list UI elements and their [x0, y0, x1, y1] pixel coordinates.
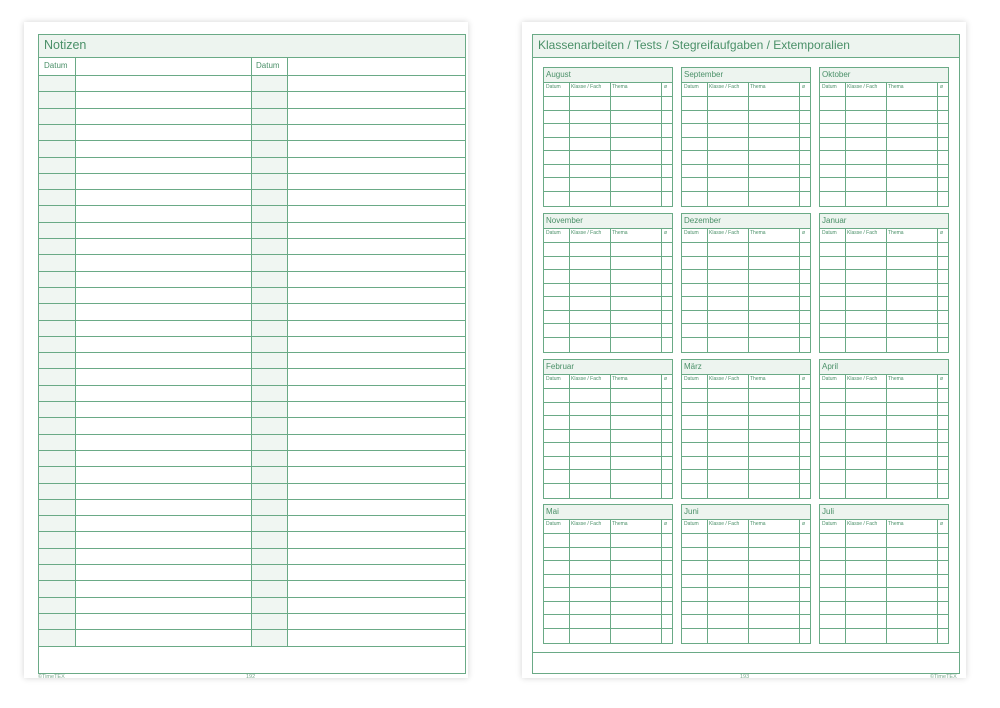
column-line	[569, 228, 570, 352]
row-line	[820, 415, 948, 416]
row-line	[682, 310, 810, 311]
column-line	[886, 228, 887, 352]
month-name: August	[546, 70, 571, 79]
row-line	[820, 110, 948, 111]
page-number-right: 193	[740, 674, 750, 680]
row-line	[39, 385, 465, 386]
column-header: Klasse / Fach	[709, 230, 740, 236]
row-line	[39, 531, 465, 532]
row-line	[820, 469, 948, 470]
row-line	[820, 628, 948, 629]
month-name: Dezember	[684, 216, 721, 225]
month-name: Januar	[822, 216, 847, 225]
row-line	[682, 388, 810, 389]
column-header: ø	[940, 84, 944, 90]
month-table-juli	[819, 504, 949, 644]
row-line	[544, 483, 672, 484]
column-header: Klasse / Fach	[847, 84, 878, 90]
row-line	[39, 401, 465, 402]
column-header: Datum	[822, 84, 837, 90]
column-header: Klasse / Fach	[847, 230, 878, 236]
row-line	[820, 388, 948, 389]
row-line	[544, 587, 672, 588]
row-line	[682, 614, 810, 615]
row-line	[544, 310, 672, 311]
column-header: Klasse / Fach	[571, 84, 602, 90]
row-line	[820, 150, 948, 151]
row-line	[544, 269, 672, 270]
row-line	[682, 242, 810, 243]
row-line	[682, 164, 810, 165]
row-line	[682, 150, 810, 151]
row-line	[544, 150, 672, 151]
month-table-juni	[681, 504, 811, 644]
row-line	[544, 137, 672, 138]
column-line	[845, 228, 846, 352]
column-header: Klasse / Fach	[709, 521, 740, 527]
row-line	[544, 323, 672, 324]
row-line	[39, 580, 465, 581]
row-line	[682, 283, 810, 284]
row-line	[682, 96, 810, 97]
column-header: Klasse / Fach	[709, 376, 740, 382]
row-line	[544, 177, 672, 178]
row-line	[544, 164, 672, 165]
column-header: Thema	[888, 376, 904, 382]
row-line	[544, 402, 672, 403]
column-header: Datum	[546, 376, 561, 382]
month-table-dezember	[681, 213, 811, 353]
column-line	[661, 374, 662, 498]
column-line	[799, 228, 800, 352]
column-header: Datum	[546, 230, 561, 236]
month-table-oktober	[819, 67, 949, 207]
row-line	[820, 137, 948, 138]
month-name: Juli	[822, 507, 835, 516]
column-line	[748, 82, 749, 206]
column-line	[569, 82, 570, 206]
row-line	[544, 191, 672, 192]
column-header: Thema	[750, 521, 766, 527]
column-line	[610, 374, 611, 498]
column-header: Datum	[822, 230, 837, 236]
month-name: Februar	[546, 362, 575, 371]
row-line	[544, 415, 672, 416]
row-line	[39, 140, 465, 141]
column-line	[610, 519, 611, 643]
row-line	[682, 628, 810, 629]
row-line	[682, 110, 810, 111]
column-header: Thema	[612, 230, 628, 236]
row-line	[544, 469, 672, 470]
column-line	[886, 82, 887, 206]
column-header: ø	[664, 376, 668, 382]
row-line	[682, 469, 810, 470]
row-line	[820, 269, 948, 270]
row-line	[820, 574, 948, 575]
month-table-mai	[543, 504, 673, 644]
row-line	[820, 429, 948, 430]
copyright-left: ©TimeTEX	[38, 674, 65, 680]
page-number-left: 192	[246, 674, 256, 680]
column-header: Thema	[888, 84, 904, 90]
row-line	[820, 533, 948, 534]
row-line	[820, 164, 948, 165]
column-header: ø	[802, 521, 806, 527]
row-line	[39, 189, 465, 190]
row-line	[820, 242, 948, 243]
row-line	[544, 456, 672, 457]
column-line	[251, 57, 252, 646]
row-line	[39, 108, 465, 109]
column-header: Datum	[684, 376, 699, 382]
column-header: ø	[802, 230, 806, 236]
column-header: Klasse / Fach	[847, 521, 878, 527]
column-header: ø	[802, 376, 806, 382]
column-header: Klasse / Fach	[847, 376, 878, 382]
row-line	[544, 242, 672, 243]
column-header: Datum	[546, 521, 561, 527]
row-line	[39, 254, 465, 255]
row-line	[820, 96, 948, 97]
notes-title: Notizen	[44, 38, 87, 52]
month-table-märz	[681, 359, 811, 499]
column-line	[748, 228, 749, 352]
row-line	[544, 110, 672, 111]
month-name: September	[684, 70, 724, 79]
row-line	[39, 515, 465, 516]
row-line	[820, 283, 948, 284]
row-line	[820, 123, 948, 124]
column-line	[886, 519, 887, 643]
column-header: Klasse / Fach	[571, 521, 602, 527]
row-line	[39, 434, 465, 435]
column-line	[610, 228, 611, 352]
row-line	[820, 587, 948, 588]
row-line	[820, 560, 948, 561]
column-line	[937, 374, 938, 498]
row-line	[39, 564, 465, 565]
row-line	[39, 124, 465, 125]
row-line	[820, 547, 948, 548]
column-header: Klasse / Fach	[571, 376, 602, 382]
row-line	[39, 287, 465, 288]
column-header: Thema	[612, 521, 628, 527]
column-header: Thema	[750, 376, 766, 382]
row-line	[39, 368, 465, 369]
row-line	[682, 456, 810, 457]
row-line	[39, 91, 465, 92]
row-line	[39, 450, 465, 451]
column-header: ø	[802, 84, 806, 90]
row-line	[820, 256, 948, 257]
row-line	[39, 303, 465, 304]
row-line	[39, 548, 465, 549]
row-line	[682, 337, 810, 338]
row-line	[682, 483, 810, 484]
column-header: Datum	[822, 521, 837, 527]
row-line	[39, 205, 465, 206]
row-line	[682, 560, 810, 561]
column-line	[937, 82, 938, 206]
column-header: Thema	[612, 376, 628, 382]
row-line	[682, 574, 810, 575]
month-table-februar	[543, 359, 673, 499]
row-line	[820, 323, 948, 324]
column-line	[610, 82, 611, 206]
column-line	[845, 519, 846, 643]
row-line	[544, 533, 672, 534]
column-line	[799, 519, 800, 643]
column-line	[661, 82, 662, 206]
exams-frame	[532, 34, 960, 674]
row-line	[544, 601, 672, 602]
col-label-datum: Datum	[256, 61, 280, 70]
row-line	[820, 296, 948, 297]
row-line	[682, 442, 810, 443]
exams-bottom-bar	[533, 652, 959, 673]
row-line	[39, 646, 465, 647]
row-line	[544, 96, 672, 97]
column-header: Klasse / Fach	[709, 84, 740, 90]
row-line	[39, 466, 465, 467]
column-line	[748, 374, 749, 498]
row-line	[39, 336, 465, 337]
row-line	[682, 587, 810, 588]
row-line	[682, 547, 810, 548]
row-line	[820, 191, 948, 192]
row-line	[544, 429, 672, 430]
row-line	[682, 533, 810, 534]
column-header: ø	[940, 230, 944, 236]
row-line	[544, 388, 672, 389]
row-line	[39, 613, 465, 614]
month-table-januar	[819, 213, 949, 353]
column-line	[661, 228, 662, 352]
month-name: April	[822, 362, 839, 371]
exams-title: Klassenarbeiten / Tests / Stegreifaufgaben / Extemporalien	[538, 38, 850, 52]
column-line	[75, 57, 76, 646]
row-line	[820, 601, 948, 602]
column-line	[799, 374, 800, 498]
column-header: Thema	[750, 84, 766, 90]
column-line	[845, 374, 846, 498]
row-line	[544, 614, 672, 615]
column-line	[707, 374, 708, 498]
row-line	[39, 352, 465, 353]
column-line	[661, 519, 662, 643]
column-header: ø	[940, 376, 944, 382]
row-line	[544, 560, 672, 561]
row-line	[39, 75, 465, 76]
column-header: Thema	[750, 230, 766, 236]
date-col-shade	[251, 75, 287, 646]
row-line	[39, 238, 465, 239]
column-header: Datum	[684, 84, 699, 90]
column-header: ø	[664, 521, 668, 527]
row-line	[39, 629, 465, 630]
column-header: Thema	[888, 521, 904, 527]
row-line	[682, 429, 810, 430]
month-header	[820, 505, 948, 520]
column-line	[707, 519, 708, 643]
row-line	[39, 499, 465, 500]
column-line	[937, 519, 938, 643]
column-line	[569, 374, 570, 498]
column-header: Thema	[612, 84, 628, 90]
month-header	[544, 505, 672, 520]
month-table-september	[681, 67, 811, 207]
month-header	[820, 360, 948, 375]
col-label-datum: Datum	[44, 61, 68, 70]
row-line	[39, 173, 465, 174]
column-line	[707, 228, 708, 352]
row-line	[820, 177, 948, 178]
row-line	[682, 601, 810, 602]
row-line	[544, 574, 672, 575]
row-line	[820, 456, 948, 457]
exams-header-bar	[533, 35, 959, 58]
month-name: Mai	[546, 507, 559, 516]
month-table-august	[543, 67, 673, 207]
row-line	[39, 222, 465, 223]
column-header: ø	[664, 84, 668, 90]
row-line	[544, 296, 672, 297]
date-col-shade	[39, 75, 75, 646]
row-line	[682, 123, 810, 124]
row-line	[39, 320, 465, 321]
row-line	[682, 323, 810, 324]
column-line	[707, 82, 708, 206]
month-name: November	[546, 216, 583, 225]
row-line	[544, 283, 672, 284]
column-line	[287, 57, 288, 646]
column-line	[799, 82, 800, 206]
row-line	[820, 442, 948, 443]
column-header: Datum	[684, 521, 699, 527]
column-line	[748, 519, 749, 643]
row-line	[544, 256, 672, 257]
month-name: Oktober	[822, 70, 851, 79]
row-line	[39, 157, 465, 158]
row-line	[544, 442, 672, 443]
left-page	[24, 22, 468, 678]
column-header: Datum	[822, 376, 837, 382]
column-header: Datum	[546, 84, 561, 90]
column-line	[845, 82, 846, 206]
row-line	[544, 123, 672, 124]
row-line	[682, 137, 810, 138]
row-line	[682, 415, 810, 416]
column-header: ø	[664, 230, 668, 236]
row-line	[544, 337, 672, 338]
notes-header-bar	[39, 35, 465, 58]
column-line	[937, 228, 938, 352]
column-header: ø	[940, 521, 944, 527]
row-line	[39, 271, 465, 272]
column-line	[569, 519, 570, 643]
row-line	[682, 296, 810, 297]
row-line	[39, 483, 465, 484]
column-header: Thema	[888, 230, 904, 236]
column-header: Klasse / Fach	[571, 230, 602, 236]
row-line	[39, 597, 465, 598]
copyright-right: ©TimeTEX	[930, 674, 957, 680]
row-line	[682, 191, 810, 192]
month-table-april	[819, 359, 949, 499]
row-line	[820, 614, 948, 615]
row-line	[820, 483, 948, 484]
row-line	[682, 177, 810, 178]
month-table-november	[543, 213, 673, 353]
row-line	[39, 417, 465, 418]
right-page	[522, 22, 966, 678]
month-header	[682, 505, 810, 520]
month-name: März	[684, 362, 702, 371]
column-line	[886, 374, 887, 498]
row-line	[682, 402, 810, 403]
row-line	[820, 337, 948, 338]
column-header: Datum	[684, 230, 699, 236]
row-line	[820, 310, 948, 311]
month-name: Juni	[684, 507, 699, 516]
row-line	[682, 269, 810, 270]
row-line	[820, 402, 948, 403]
row-line	[682, 256, 810, 257]
row-line	[544, 547, 672, 548]
row-line	[544, 628, 672, 629]
notes-frame	[38, 34, 466, 674]
